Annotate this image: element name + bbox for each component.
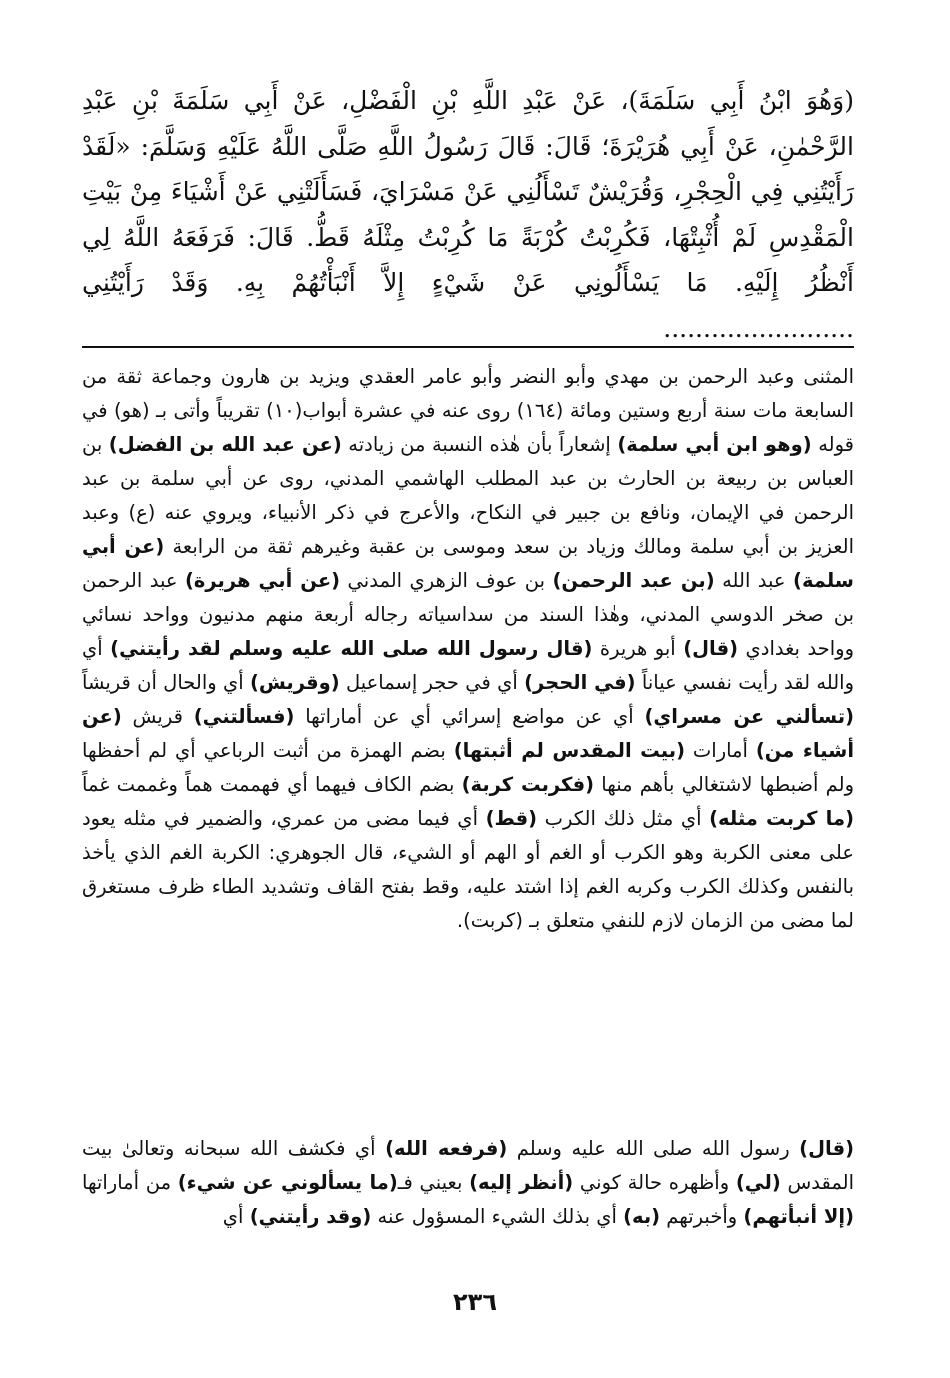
bold-quote: (ما كربت مثله)	[709, 807, 854, 830]
text-run: عبد الرحمن بن صخر الدوسي المدني، وهٰذا السند من سداسياته رجاله أربعة منهم مدنيون وواحد نسائي وواحد بغدادي	[82, 569, 854, 660]
text-run: من أماراتها	[82, 1171, 178, 1194]
commentary-paragraph-2	[82, 1132, 854, 1234]
bold-quote: (قال)	[683, 637, 739, 660]
bold-quote: (لي)	[735, 1171, 781, 1194]
bold-quote: (قط)	[485, 807, 538, 830]
bold-quote: (قال رسول الله صلى الله عليه وسلم لقد رأيتني)	[110, 637, 593, 660]
text-run: بن العباس بن ربيعة بن الحارث بن عبد المطلب الهاشمي المدني، روى عن أبي سلمة بن عبد الرحمن في الإيمان، ونافع بن جبير في النكاح، والأعرج في ذكر الأنبياء، ويروي عنه (ع) وعبد العزيز بن أبي سلمة ومالك وزياد بن سعد وموسى بن عقبة وغيرهم ثقة من الرابعة	[82, 433, 854, 558]
text-run: أي بذلك الشيء المسؤول عنه	[371, 1205, 624, 1228]
text-run: قريش	[121, 705, 194, 728]
text-run: أمارات	[685, 739, 756, 762]
bold-quote: (وقريش)	[249, 671, 340, 694]
bold-quote: (به)	[623, 1205, 661, 1228]
bold-quote: (وقد رأيتني)	[249, 1205, 372, 1228]
bold-quote: (عن أبي هريرة)	[184, 569, 341, 592]
bold-quote: (فرفعه الله)	[385, 1137, 508, 1160]
bold-quote: (ما يسألوني عن شيء)	[177, 1171, 398, 1194]
text-run: بن عوف الزهري المدني	[340, 569, 553, 592]
text-run: بضم الهمزة من أثبت الرباعي أي لم أحفظها ولم أضبطها لاشتغالي بأهم منها	[82, 739, 855, 796]
bold-quote: (إلا أنبأتهم)	[743, 1205, 854, 1228]
bold-quote: (فكربت كربة)	[461, 773, 595, 796]
text-run: أي والله لقد رأيت نفسي عياناً	[82, 637, 855, 694]
text-run: أي مثل ذلك الكرب	[537, 807, 710, 830]
text-run: وأخبرتهم	[660, 1205, 744, 1228]
bold-quote: (بن عبد الرحمن)	[552, 569, 715, 592]
bold-quote: (في الحجر)	[524, 671, 636, 694]
bold-quote: (تسألني عن مسراي)	[644, 705, 855, 728]
text-run: عبد الله	[714, 569, 794, 592]
page-number: ٢٣٦	[453, 1288, 497, 1316]
footnote-divider	[82, 346, 854, 348]
text-run: أي عن مواضع إسرائي أي عن أماراتها	[294, 705, 645, 728]
bold-quote: (أنظر إليه)	[469, 1171, 574, 1194]
text-run: إشعاراً بأن هٰذه النسبة من زيادته	[341, 433, 618, 456]
bold-quote: (قال)	[799, 1137, 855, 1160]
text-run: وأظهره حالة كوني	[573, 1171, 736, 1194]
text-run: بعيني فـ	[397, 1171, 470, 1194]
bold-quote: (عن أبي سلمة)	[82, 535, 854, 592]
text-run: بضم الكاف فيهما أي فهممت هماً وغممت غماً	[82, 773, 462, 796]
bold-quote: (عن أشياء من)	[82, 705, 854, 762]
bold-quote: (عن عبد الله بن الفضل)	[108, 433, 342, 456]
bold-quote: (فسألتني)	[193, 705, 295, 728]
text-run: أي في حجر إسماعيل	[339, 671, 525, 694]
text-run: المثنى وعبد الرحمن بن مهدي وأبو النضر وأبو عامر العقدي ويزيد بن هارون وجماعة ثقة من السابعة مات سنة أربع وستين ومائة (١٦٤) روى عنه في عشرة أبواب(١٠) تقريباً وأتى بـ (هو) في قوله	[82, 365, 854, 456]
text-run: أي والحال أن قريشاً	[82, 671, 250, 694]
text-run: أي فيما مضى من عمري، والضمير في مثله يعود على معنى الكربة وهو الكرب أو الغم أو الهم أو الشيء، قال الجوهري: الكربة الغم الذي يأخذ بالنفس وكذلك الكرب وكربه الغم إذا اشتد عليه، وقط بفتح القاف وتشديد الطاء ظرف مستغرق لما مضى من الزمان لازم للنفي متعلق بـ (كربت).	[82, 807, 854, 932]
text-run: رسول الله صلى الله عليه وسلم	[507, 1137, 800, 1160]
text-run: أي	[222, 1205, 250, 1228]
text-run: أبو هريرة	[592, 637, 684, 660]
text-run: أي فكشف الله سبحانه وتعالىٰ بيت المقدس	[82, 1137, 854, 1194]
bold-quote: (بيت المقدس لم أثبتها)	[453, 739, 685, 762]
bold-quote: (وهو ابن أبي سلمة)	[617, 433, 812, 456]
commentary-paragraph-1	[82, 360, 854, 938]
hadith-text: (وَهُوَ ابْنُ أَبِي سَلَمَةَ)، عَنْ عَبْدِ اللَّهِ بْنِ الْفَضْلِ، عَنْ أَبِي سَلَمَةَ بْنِ عَبْدِ الرَّحْمٰنِ، عَنْ أَبِي هُرَيْرَةَ؛ قَالَ: قَالَ رَسُولُ اللَّهِ صَلَّى اللَّهُ عَلَيْهِ وَسَلَّمَ: «لَقَدْ رَأَيْتُنِي فِي الْحِجْرِ، وَقُرَيْشٌ تَسْأَلُنِي عَنْ مَسْرَايَ، فَسَأَلَتْنِي عَنْ أَشْيَاءَ مِنْ بَيْتِ الْمَقْدِسِ لَمْ أُثْبِتْهَا، فَكُرِبْتُ كُرْبَةً مَا كُرِبْتُ مِثْلَهُ قَطُّ. قَالَ: فَرَفَعَهُ اللَّهُ لِي أَنْظُرُ إِلَيْهِ. مَا يَسْأَلُونِي عَنْ شَيْءٍ إِلاَّ أَنْبَأْتُهُمْ بِهِ. وَقَدْ رَأَيْتُنِي ........................	[82, 86, 854, 343]
